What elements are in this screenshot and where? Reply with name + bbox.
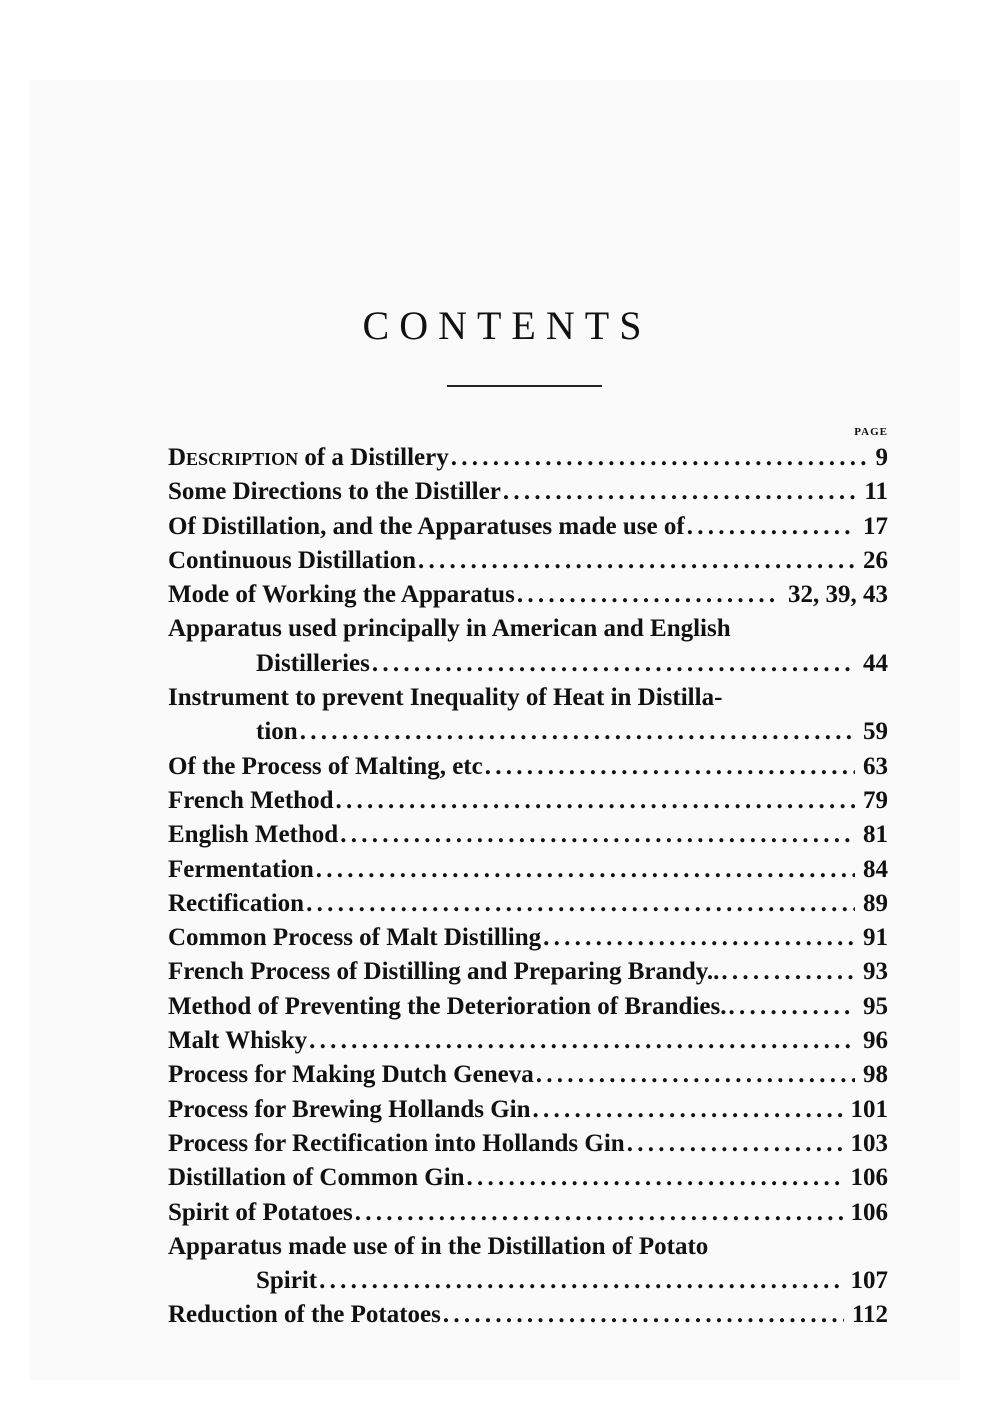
- toc-entry: [168, 990, 888, 1024]
- toc-entry-page: 84: [863, 855, 888, 883]
- dot-leader: [517, 578, 780, 612]
- toc-entry-title: Distillation of Common Gin: [168, 1164, 465, 1192]
- toc-entry-continuation: [168, 647, 888, 681]
- dot-leader: [728, 990, 855, 1024]
- dot-leader: [306, 887, 855, 921]
- toc-entry-title-continuation: Distilleries: [256, 649, 370, 677]
- toc-entry-title: [168, 441, 449, 475]
- toc-entry: [168, 544, 888, 578]
- dot-leader: [543, 921, 855, 955]
- toc-entry: [168, 1161, 888, 1195]
- dot-leader: [503, 475, 857, 509]
- dot-leader: [336, 784, 856, 818]
- toc-entry-page: 79: [863, 786, 888, 814]
- toc-entry-page: 89: [863, 889, 888, 917]
- toc-entry-page: 106: [850, 1198, 888, 1226]
- dot-leader: [316, 853, 855, 887]
- toc-entry-title: Common Process of Malt Distilling: [168, 924, 542, 952]
- toc-entry-title: Instrument to prevent Inequality of Heat in Distilla-: [168, 684, 723, 712]
- toc-entry-title-rest: of a Distillery: [298, 444, 449, 471]
- toc-entry-page: 98: [863, 1061, 888, 1089]
- toc-entry-title: Of the Process of Malting, etc: [168, 752, 483, 780]
- toc-entry: [168, 955, 888, 989]
- toc-entry-continuation: [168, 1264, 888, 1298]
- dot-leader: [533, 1093, 843, 1127]
- toc-entry-title-smallcaps: Description: [168, 444, 299, 471]
- toc-entry: [168, 1093, 888, 1127]
- toc-entry-title: Apparatus made use of in the Distillation of Potato: [168, 1232, 709, 1260]
- dot-leader: [485, 750, 855, 784]
- toc-entry-page: 95: [863, 992, 888, 1020]
- toc-entry-title: Reduction of the Potatoes: [168, 1301, 441, 1329]
- toc-entry-page: 26: [863, 546, 888, 574]
- page-column-label: PAGE: [854, 426, 888, 438]
- dot-leader: [309, 1024, 855, 1058]
- toc-entry-title: Continuous Distillation: [168, 546, 416, 574]
- dot-leader: [340, 818, 855, 852]
- toc-entry-title: Some Directions to the Distiller: [168, 478, 501, 506]
- toc-entry-title-continuation: tion: [256, 718, 298, 746]
- dot-leader: [372, 647, 855, 681]
- toc-entry-title: Method of Preventing the Deterioration of Brandies.: [168, 992, 727, 1020]
- toc-entry-title: Process for Making Dutch Geneva: [168, 1061, 534, 1089]
- dot-leader: [418, 544, 855, 578]
- contents-heading: CONTENTS: [362, 303, 652, 348]
- toc-entry: [168, 784, 888, 818]
- dot-leader: [443, 1298, 844, 1332]
- dot-leader: [319, 1264, 842, 1298]
- toc-entry: [168, 441, 888, 475]
- dot-leader: [355, 1196, 843, 1230]
- toc-entry: [168, 1127, 888, 1161]
- dot-leader: [451, 441, 868, 475]
- toc-entry-continuation: [168, 715, 888, 749]
- toc-entry: [168, 578, 888, 612]
- toc-entry-title: Rectification: [168, 889, 305, 917]
- dot-leader: [627, 1127, 843, 1161]
- toc-entry-page: 106: [850, 1164, 888, 1192]
- toc-entry: [168, 1230, 888, 1264]
- toc-entry-title: Spirit of Potatoes: [168, 1198, 353, 1226]
- heading-rule: [447, 385, 602, 387]
- toc-entry: [168, 750, 888, 784]
- table-of-contents: [168, 441, 888, 1333]
- toc-entry: [168, 510, 888, 544]
- toc-entry: [168, 853, 888, 887]
- toc-entry: [168, 921, 888, 955]
- toc-entry-title: Process for Rectification into Hollands Gin: [168, 1129, 625, 1157]
- toc-entry-title: French Method: [168, 786, 334, 814]
- toc-entry-page: 63: [863, 752, 888, 780]
- dot-leader: [721, 955, 855, 989]
- toc-entry-page: 91: [863, 924, 888, 952]
- toc-entry-page: 11: [864, 478, 888, 506]
- toc-entry-page: 9: [875, 444, 888, 471]
- toc-entry-title: Fermentation: [168, 855, 314, 883]
- toc-entry: [168, 818, 888, 852]
- toc-entry-page: 93: [863, 958, 888, 986]
- toc-entry-title: Mode of Working the Apparatus: [168, 581, 515, 609]
- toc-entry-page: 81: [863, 821, 888, 849]
- toc-entry-title-continuation: Spirit: [256, 1267, 318, 1295]
- toc-entry-title: Of Distillation, and the Apparatuses made use of: [168, 512, 685, 540]
- toc-entry: [168, 681, 888, 715]
- toc-entry-page: 107: [850, 1267, 888, 1295]
- dot-leader: [687, 510, 855, 544]
- toc-entry: [168, 887, 888, 921]
- toc-entry: [168, 475, 888, 509]
- dot-leader: [300, 715, 855, 749]
- toc-entry-page: 44: [863, 649, 888, 677]
- toc-entry-title: French Process of Distilling and Preparing Brandy..: [168, 958, 720, 986]
- toc-entry-page: 17: [863, 512, 888, 540]
- toc-entry-title: Apparatus used principally in American and English: [168, 615, 731, 643]
- toc-entry: [168, 1196, 888, 1230]
- toc-entry-title: Process for Brewing Hollands Gin: [168, 1095, 531, 1123]
- toc-entry-page: 96: [863, 1027, 888, 1055]
- toc-entry: [168, 1024, 888, 1058]
- toc-entry: [168, 612, 888, 646]
- toc-entry-page: 103: [850, 1129, 888, 1157]
- toc-entry-page: 59: [863, 718, 888, 746]
- dot-leader: [467, 1161, 843, 1195]
- toc-entry-page: 32, 39, 43: [788, 581, 888, 609]
- toc-entry-title: Malt Whisky: [168, 1027, 308, 1055]
- toc-entry-title: English Method: [168, 821, 339, 849]
- toc-entry-page: 101: [850, 1095, 888, 1123]
- toc-entry-page: 112: [851, 1301, 888, 1329]
- dot-leader: [536, 1058, 855, 1092]
- toc-entry: [168, 1298, 888, 1332]
- toc-entry: [168, 1058, 888, 1092]
